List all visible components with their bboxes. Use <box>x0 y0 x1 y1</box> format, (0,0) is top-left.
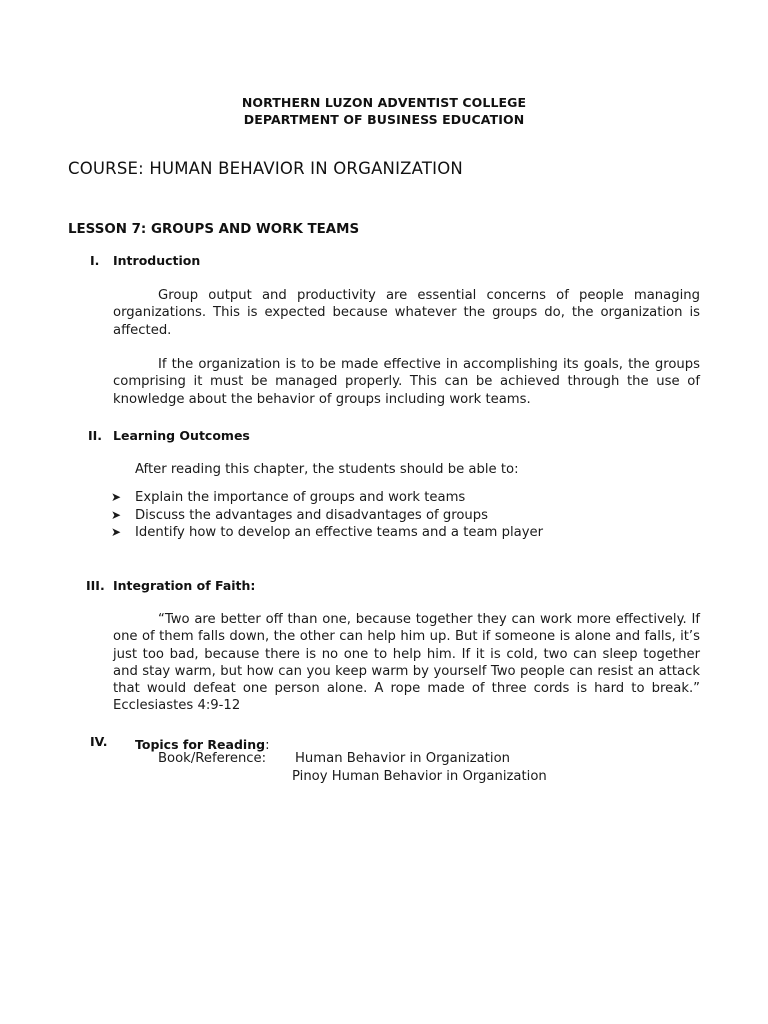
reference-item: Pinoy Human Behavior in Organization <box>292 769 547 784</box>
intro-paragraph-2-text: If the organization is to be made effective in accomplishing its goals, the groups comprising it must be managed properly. This can be achieved through the use of knowledge about the behavior of groups including work teams. <box>113 357 700 407</box>
outcomes-list <box>111 489 543 542</box>
faith-quote <box>113 611 700 715</box>
outcomes-lead: After reading this chapter, the students should be able to: <box>135 462 519 477</box>
section-title-intro: Introduction <box>113 253 201 268</box>
institution-name: NORTHERN LUZON ADVENTIST COLLEGE <box>241 95 527 110</box>
intro-paragraph-1-text: Group output and productivity are essential concerns of people managing organizations. This is expected because whatever the groups do, the organization is affected. <box>113 288 700 338</box>
reference-label: Book/Reference: <box>158 751 267 766</box>
outcome-text: Explain the importance of groups and work teams <box>135 490 466 505</box>
reference-item: Human Behavior in Organization <box>295 751 511 766</box>
section-title-outcomes: Learning Outcomes <box>113 428 250 443</box>
intro-paragraph-2 <box>113 356 700 408</box>
list-item <box>111 489 543 507</box>
outcome-text: Discuss the advantages and disadvantages of groups <box>135 507 489 523</box>
department-name: DEPARTMENT OF BUSINESS EDUCATION <box>243 112 525 127</box>
arrowhead-bullet-icon: ➤ <box>111 507 122 522</box>
list-item <box>111 507 543 525</box>
section-title-faith: Integration of Faith: <box>113 578 256 593</box>
faith-quote-text: “Two are better off than one, because together they can work more effectively. If one of them falls down, the other can help him up. But if someone is alone and falls, it’s just too bad, because there is no one to help him. If it is cold, two can sleep together and stay warm, but how can you keep warm by yourself Two people can resist an attack that would defeat one person alone. A rope made of three cords is hard to break.” Ecclesiastes 4:9-12 <box>113 612 700 714</box>
section-number-faith: III. <box>86 578 105 593</box>
section-title-topics: Topics for Reading <box>135 737 266 752</box>
outcome-text: Identify how to develop an effective teams and a team player <box>135 525 544 540</box>
intro-paragraph-1 <box>113 287 700 339</box>
arrowhead-bullet-icon: ➤ <box>111 525 122 539</box>
section-number-outcomes: II. <box>88 428 103 443</box>
course-title: COURSE: HUMAN BEHAVIOR IN ORGANIZATION <box>68 159 463 178</box>
arrowhead-bullet-icon: ➤ <box>111 490 122 504</box>
section-title-topics-suffix: : <box>265 738 270 753</box>
section-number-intro: I. <box>90 253 100 268</box>
section-number-topics: IV. <box>90 734 108 749</box>
list-item <box>111 524 543 542</box>
lesson-title: LESSON 7: GROUPS AND WORK TEAMS <box>68 222 360 237</box>
